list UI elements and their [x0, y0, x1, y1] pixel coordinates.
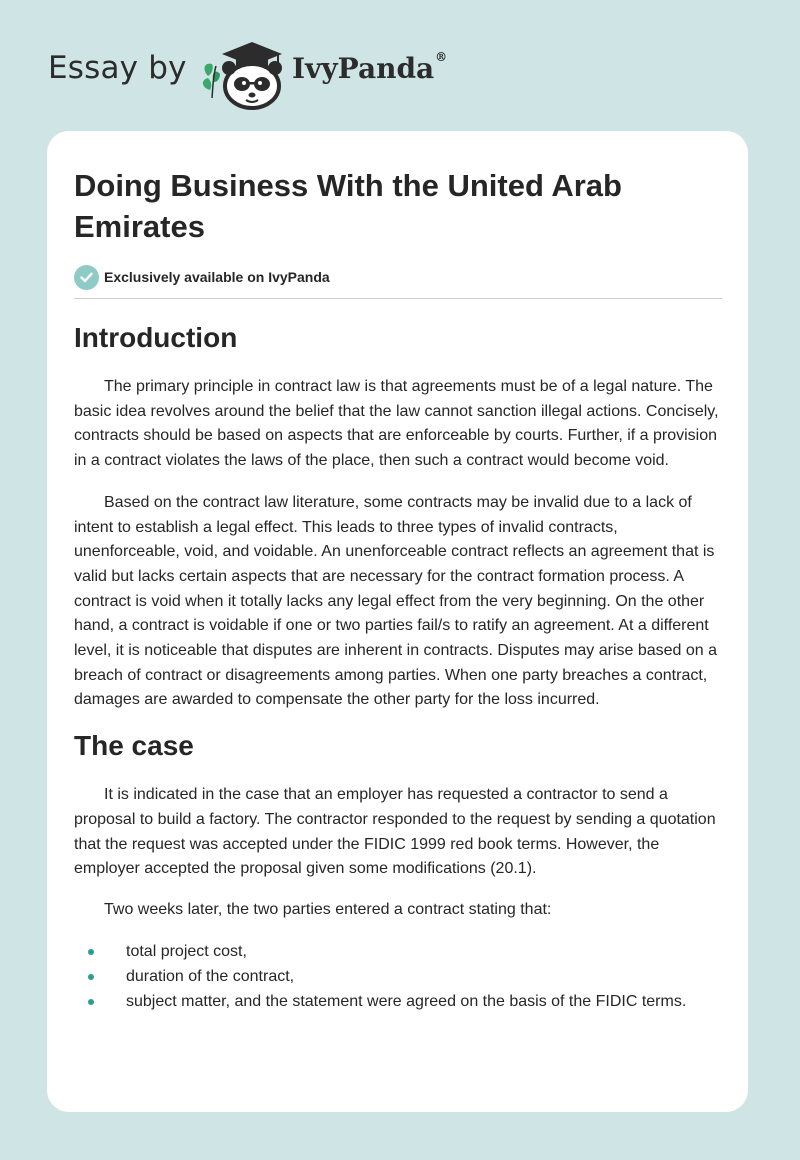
section-introduction — [74, 321, 721, 713]
contract-terms-list — [74, 939, 721, 1014]
paragraph: It is indicated in the case that an employer has requested a contractor to send a proposal to build a factory. The contractor responded to the request by sending a quotation that the request was accepted under the FIDIC 1999 red book terms. However, the employer accepted the proposal given some modifications (20.1). — [74, 786, 716, 878]
exclusive-badge — [74, 264, 721, 290]
paragraph: Based on the contract law literature, some contracts may be invalid due to a lack of intent to establish a legal effect. This leads to three types of invalid contracts, unenforceable, void, and voidable. An unenforceable contract reflects an agreement that is valid but lacks certain aspects that are necessary for the contract formation process. A contract is void when it totally lacks any legal effect from the very beginning. On the other hand, a contract is voidable if one or two parties fail/s to ratify an agreement. At a different level, it is noticeable that disputes are inherent in contracts. Disputes may arise based on a breach of contract or disagreements among parties. When one party breaches a contract, damages are awarded to compensate the other party for the loss incurred. — [74, 493, 718, 709]
bullet-icon — [88, 949, 94, 955]
panda-graduate-icon[interactable] — [200, 34, 290, 110]
registered-mark: ® — [435, 50, 448, 64]
section-the-case — [74, 729, 721, 1014]
section-heading-introduction: Introduction — [74, 322, 238, 353]
list-item — [74, 964, 721, 989]
site-header — [48, 30, 468, 110]
exclusive-badge-text: Exclusively available on IvyPanda — [104, 269, 330, 285]
section-heading-the-case: The case — [74, 730, 194, 762]
title-divider — [74, 298, 722, 299]
paragraph: Two weeks later, the two parties entered a contract stating that: — [104, 900, 552, 918]
list-item — [74, 939, 721, 964]
check-circle-icon — [74, 265, 99, 290]
essay-title: Doing Business With the United Arab Emirates — [74, 168, 622, 244]
bullet-icon — [88, 974, 94, 980]
brand-name[interactable] — [292, 52, 447, 85]
list-item-text: duration of the contract, — [126, 967, 295, 985]
list-item-text: total project cost, — [126, 942, 247, 960]
list-item — [74, 989, 721, 1014]
essay-by-label: Essay by — [48, 50, 187, 86]
essay-card — [47, 131, 748, 1112]
list-item-text: subject matter, and the statement were agreed on the basis of the FIDIC terms. — [126, 992, 687, 1010]
bullet-icon — [88, 999, 94, 1005]
paragraph: The primary principle in contract law is that agreements must be of a legal nature. The basic idea revolves around the belief that the law cannot sanction illegal actions. Concisely, contracts should be based on aspects that are enforceable by courts. Further, if a provision in a contract violates the laws of the place, then such a contract would become void. — [74, 378, 719, 470]
brand-name-text: IvyPanda — [292, 52, 435, 85]
